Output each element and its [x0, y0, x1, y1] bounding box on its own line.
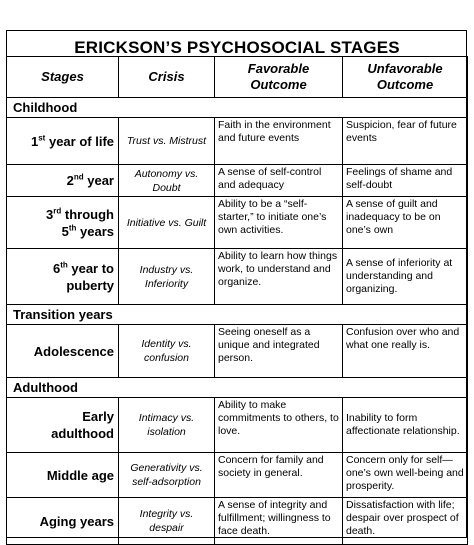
stage-cell: Aging years: [7, 498, 119, 545]
favorable-cell: Ability to learn how things work, to understand and organize.: [215, 249, 343, 305]
header-stages: Stages: [7, 57, 119, 98]
unfavorable-cell: Feelings of shame and self-doubt: [343, 165, 468, 197]
crisis-cell: Intimacy vs. isolation: [119, 398, 215, 453]
stage-cell: 1st year of life: [7, 118, 119, 165]
crisis-cell: Identity vs. confusion: [119, 325, 215, 378]
section-row: [7, 378, 468, 398]
unfavorable-cell: Inability to form affectionate relationship.: [343, 398, 468, 453]
section-transition: Transition years: [7, 305, 468, 325]
favorable-cell: A sense of self-control and adequacy: [215, 165, 343, 197]
favorable-cell: Ability to make commitments to others, to love.: [215, 398, 343, 453]
table-row: [7, 118, 468, 165]
crisis-cell: Integrity vs. despair: [119, 498, 215, 545]
favorable-cell: Faith in the environment and future events: [215, 118, 343, 165]
unfavorable-cell: Suspicion, fear of future events: [343, 118, 468, 165]
header-crisis: Crisis: [119, 57, 215, 98]
table-row: [7, 249, 468, 305]
stage-cell: Middle age: [7, 453, 119, 498]
section-adulthood: Adulthood: [7, 378, 468, 398]
crisis-cell: Industry vs. Inferiority: [119, 249, 215, 305]
crisis-cell: Autonomy vs. Doubt: [119, 165, 215, 197]
table-row: [7, 197, 468, 249]
section-row: [7, 305, 468, 325]
header-row: [7, 57, 468, 98]
table-row: [7, 398, 468, 453]
favorable-cell: Seeing oneself as a unique and integrated person.: [215, 325, 343, 378]
table-row: [7, 165, 468, 197]
favorable-cell: Ability to be a “self-starter,” to initiate one’s own activities.: [215, 197, 343, 249]
stages-table: [6, 56, 468, 545]
unfavorable-cell: A sense of guilt and inadequacy to be on one’s own: [343, 197, 468, 249]
stage-cell: Adolescence: [7, 325, 119, 378]
crisis-cell: Initiative vs. Guilt: [119, 197, 215, 249]
stage-cell: Early adulthood: [7, 398, 119, 453]
page-title: ERICKSON’S PSYCHOSOCIAL STAGES: [74, 38, 400, 57]
stage-cell: 2nd year: [7, 165, 119, 197]
header-unfavorable: Unfavorable Outcome: [343, 57, 468, 98]
unfavorable-cell: Dissatisfaction with life; despair over prospect of death.: [343, 498, 468, 545]
table-row: [7, 453, 468, 498]
unfavorable-cell: A sense of inferiority at understanding and organizing.: [343, 249, 468, 305]
section-row: [7, 98, 468, 118]
header-favorable: Favorable Outcome: [215, 57, 343, 98]
favorable-cell: Concern for family and society in general.: [215, 453, 343, 498]
table-row: [7, 498, 468, 545]
section-childhood: Childhood: [7, 98, 468, 118]
unfavorable-cell: Confusion over who and what one really is.: [343, 325, 468, 378]
crisis-cell: Generativity vs. self-adsorption: [119, 453, 215, 498]
table-row: [7, 325, 468, 378]
crisis-cell: Trust vs. Mistrust: [119, 118, 215, 165]
favorable-cell: A sense of integrity and fulfillment; willingness to face death.: [215, 498, 343, 545]
stage-cell: 3rd through 5th years: [7, 197, 119, 249]
stage-cell: 6th year to puberty: [7, 249, 119, 305]
unfavorable-cell: Concern only for self—one’s own well-being and prosperity.: [343, 453, 468, 498]
